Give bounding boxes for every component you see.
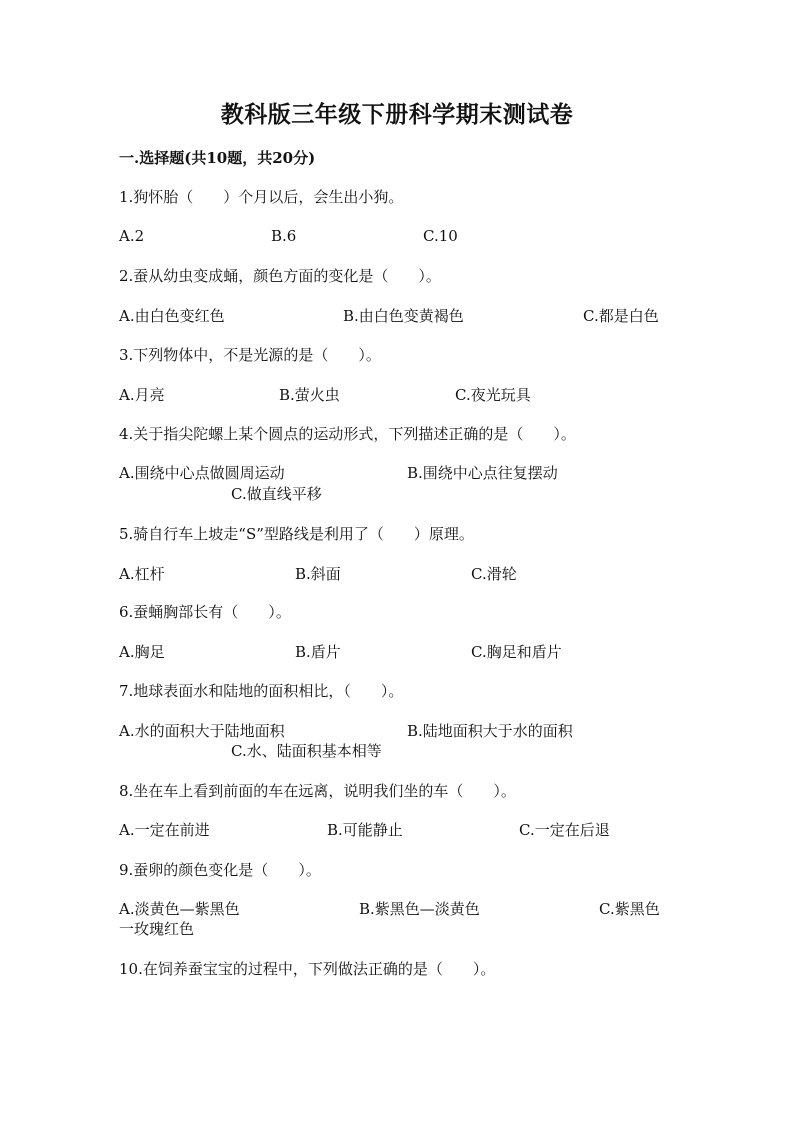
question-7: 7.地球表面水和陆地的面积相比，（ ）。 [119,682,404,700]
q4-option-b: B.围绕中心点往复摆动 [407,464,558,482]
q6-option-b: B.盾片 [295,643,341,661]
q5-option-c: C.滑轮 [471,565,517,583]
q8-option-b: B.可能静止 [327,821,403,839]
q9-option-c: C.紫黑色 [599,900,660,918]
question-10: 10.在饲养蚕宝宝的过程中，下列做法正确的是（ ）。 [119,960,496,978]
q1-option-b: B.6 [271,227,297,245]
q7-option-c: C.水、陆面积基本相等 [231,742,382,760]
question-6: 6.蚕蛹胸部长有（ ）。 [119,603,291,621]
q2-option-c: C.都是白色 [583,307,659,325]
q1-option-a: A.2 [119,227,145,245]
q8-option-a: A.一定在前进 [119,821,210,839]
q4-option-a: A.围绕中心点做圆周运动 [119,464,285,482]
question-1: 1.狗怀胎（ ）个月以后，会生出小狗。 [119,188,404,206]
q3-option-a: A.月亮 [119,386,165,404]
q3-option-b: B.萤火虫 [279,386,340,404]
question-5: 5.骑自行车上坡走“S”型路线是利用了（ ）原理。 [119,525,474,543]
q5-option-b: B.斜面 [295,565,341,583]
q5-option-a: A.杠杆 [119,565,165,583]
q6-option-c: C.胸足和盾片 [471,643,562,661]
question-3: 3.下列物体中，不是光源的是（ ）。 [119,346,381,364]
q4-option-c: C.做直线平移 [231,485,322,503]
question-9: 9.蚕卵的颜色变化是（ ）。 [119,861,321,879]
q9-option-b: B.紫黑色—淡黄色 [359,900,480,918]
q9-option-c-continued: 一玫瑰红色 [119,920,195,938]
q9-option-a: A.淡黄色—紫黑色 [119,900,240,918]
question-4: 4.关于指尖陀螺上某个圆点的运动形式，下列描述正确的是（ ）。 [119,425,576,443]
q2-option-b: B.由白色变黄褐色 [343,307,464,325]
section-heading: 一.选择题(共10题，共20分) [119,149,316,167]
q1-option-c: C.10 [423,227,458,245]
q8-option-c: C.一定在后退 [519,821,610,839]
q6-option-a: A.胸足 [119,643,165,661]
q7-option-b: B.陆地面积大于水的面积 [407,722,573,740]
question-8: 8.坐在车上看到前面的车在远离，说明我们坐的车（ ）。 [119,782,516,800]
page-title: 教科版三年级下册科学期末测试卷 [220,101,574,128]
question-2: 2.蚕从幼虫变成蛹，颜色方面的变化是（ ）。 [119,267,441,285]
q7-option-a: A.水的面积大于陆地面积 [119,722,285,740]
q2-option-a: A.由白色变红色 [119,307,225,325]
q3-option-c: C.夜光玩具 [455,386,531,404]
